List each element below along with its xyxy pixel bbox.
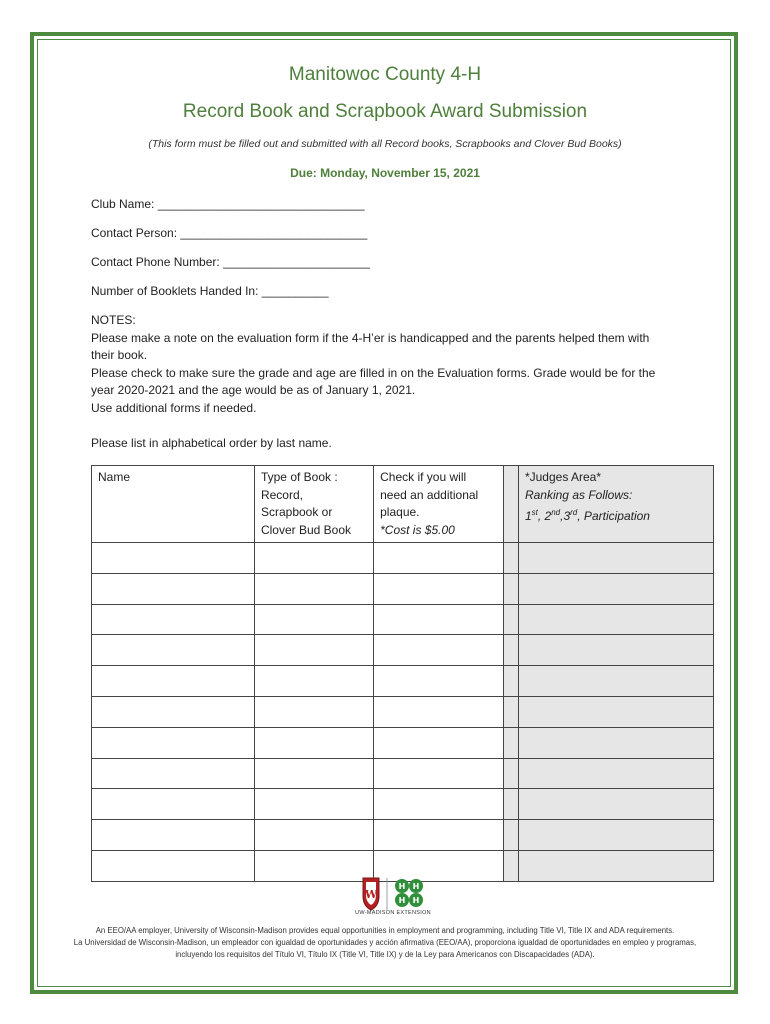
table-row	[92, 573, 714, 604]
type-cell[interactable]	[254, 543, 373, 574]
plaque-cell[interactable]	[374, 696, 504, 727]
four-h-clover-icon	[395, 879, 423, 907]
name-cell[interactable]	[92, 543, 255, 574]
plaque-cell[interactable]	[374, 604, 504, 635]
svg-text:H: H	[398, 882, 406, 891]
contact-person-field[interactable]: Contact Person: ____________________________	[91, 226, 368, 240]
page-title: Manitowoc County 4-H	[288, 64, 482, 85]
name-cell[interactable]	[92, 696, 255, 727]
name-cell[interactable]	[92, 820, 255, 851]
name-cell[interactable]	[92, 850, 255, 881]
judges-cell	[518, 820, 713, 851]
svg-text:W: W	[364, 888, 378, 901]
notes-heading: NOTES:	[91, 313, 136, 327]
svg-text:H: H	[398, 896, 406, 905]
name-cell[interactable]	[92, 573, 255, 604]
table-row	[92, 758, 714, 789]
extension-logo-text: UW-MADISON EXTENSION	[355, 910, 431, 916]
footer-eeo-spanish-cont: incluyendo los requisitos del Título VI, Título IX (Title VI, Title IX) y de la Ley para Americanos con Discapacidades (ADA).	[175, 950, 595, 959]
table-row	[92, 666, 714, 697]
table-row	[92, 789, 714, 820]
instructions-note: (This form must be filled out and submitted with all Record books, Scrapbooks and Clover Bud Books)	[148, 138, 622, 150]
judges-cell	[518, 696, 713, 727]
submission-table	[91, 465, 714, 882]
due-date: Due: Monday, November 15, 2021	[290, 166, 480, 180]
note-handicap: Please make a note on the evaluation form if the 4-H’er is handicapped and the parents helped them with their book.	[91, 330, 650, 362]
plaque-cell[interactable]	[374, 789, 504, 820]
table-header-row	[92, 466, 714, 543]
header-plaque: Check if you will need an additional plaque. *Cost is $5.00	[374, 466, 504, 543]
judges-cell	[518, 573, 713, 604]
name-cell[interactable]	[92, 789, 255, 820]
judges-cell	[518, 727, 713, 758]
page-subtitle-title: Record Book and Scrapbook Award Submission	[182, 101, 588, 122]
table-row	[92, 635, 714, 666]
judges-cell	[518, 543, 713, 574]
plaque-cell[interactable]	[374, 573, 504, 604]
note-additional-forms: Use additional forms if needed.	[91, 400, 257, 415]
uw-crest-icon	[363, 878, 379, 910]
table-row	[92, 696, 714, 727]
type-cell[interactable]	[254, 604, 373, 635]
note-grade-age: Please check to make sure the grade and age are filled in on the Evaluation forms. Grade would be for the year 2020-2021 and the age would be as of January 1, 2021.	[91, 365, 656, 397]
name-cell[interactable]	[92, 758, 255, 789]
type-cell[interactable]	[254, 666, 373, 697]
plaque-cell[interactable]	[374, 666, 504, 697]
notes-section	[91, 312, 676, 452]
judges-cell	[518, 635, 713, 666]
plaque-cell[interactable]	[374, 758, 504, 789]
type-cell[interactable]	[254, 758, 373, 789]
club-name-field[interactable]: Club Name: _______________________________	[91, 197, 365, 211]
name-cell[interactable]	[92, 635, 255, 666]
svg-text:H: H	[412, 882, 420, 891]
booklets-count-field[interactable]: Number of Booklets Handed In: __________	[91, 284, 329, 298]
table-row	[92, 820, 714, 851]
type-cell[interactable]	[254, 789, 373, 820]
judges-cell	[518, 604, 713, 635]
table-row	[92, 727, 714, 758]
header-type-of-book: Type of Book : Record, Scrapbook or Clover Bud Book	[254, 466, 373, 543]
judges-cell	[518, 789, 713, 820]
name-cell[interactable]	[92, 604, 255, 635]
judges-cell	[518, 666, 713, 697]
type-cell[interactable]	[254, 727, 373, 758]
footer-eeo-english: An EEO/AA employer, University of Wisconsin-Madison provides equal opportunities in employment and programming, including Title VI, Title IX and ADA requirements.	[95, 926, 675, 935]
contact-phone-field[interactable]: Contact Phone Number: ______________________	[91, 255, 370, 269]
svg-text:H: H	[412, 896, 420, 905]
note-alphabetical: Please list in alphabetical order by last name.	[91, 435, 332, 450]
footer-eeo-spanish: La Universidad de Wisconsin-Madison, un empleador con igualdad de oportunidades y acción afirmativa (EEO/AA), proporciona igualdad de oportunidades en empleo y programas,	[73, 938, 697, 947]
table-row	[92, 543, 714, 574]
header-judges-area: *Judges Area* Ranking as Follows: 1st, 2nd,3rd, Participation	[518, 466, 713, 543]
header-spacer	[504, 466, 519, 543]
type-cell[interactable]	[254, 820, 373, 851]
plaque-cell[interactable]	[374, 543, 504, 574]
table-row	[92, 604, 714, 635]
plaque-cell[interactable]	[374, 635, 504, 666]
name-cell[interactable]	[92, 666, 255, 697]
type-cell[interactable]	[254, 573, 373, 604]
judges-cell	[518, 758, 713, 789]
name-cell[interactable]	[92, 727, 255, 758]
type-cell[interactable]	[254, 696, 373, 727]
plaque-cell[interactable]	[374, 820, 504, 851]
header-name: Name	[92, 466, 255, 543]
type-cell[interactable]	[254, 635, 373, 666]
judges-cell	[518, 850, 713, 881]
plaque-cell[interactable]	[374, 727, 504, 758]
